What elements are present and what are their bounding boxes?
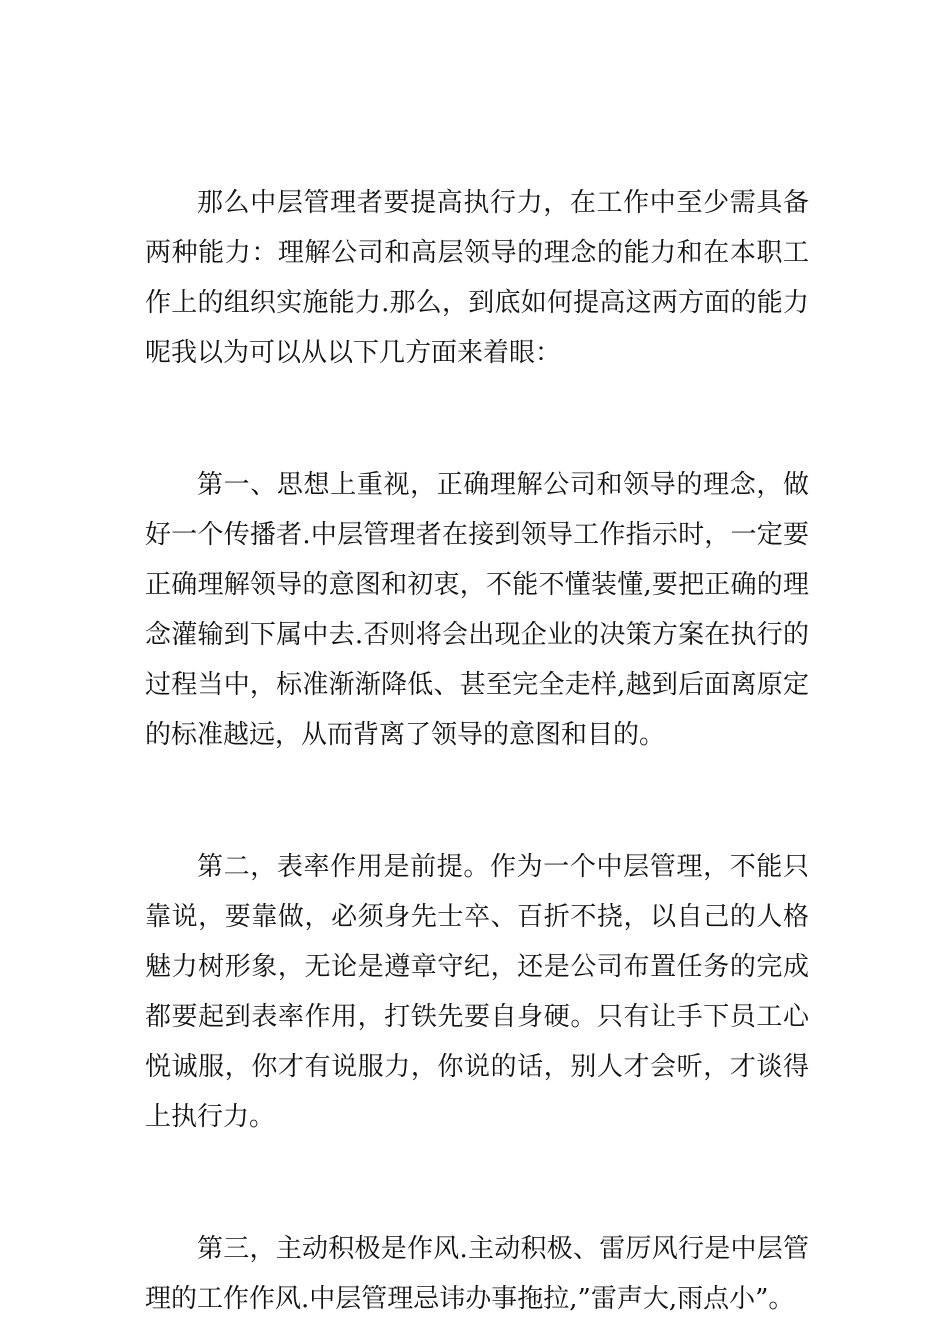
paragraph-third-point: 第三，主动积极是作风.主动积极、雷厉风行是中层管理的工作作风.中层管理忌讳办事拖拉,”雷声大,雨点小”。 [145,1234,809,1314]
paragraph-second-point: 第二，表率作用是前提。作为一个中层管理，不能只靠说，要靠做，必须身先士卒、百折不挠，以自己的人格魅力树形象，无论是遵章守纪，还是公司布置任务的完成都要起到表率作用，打铁先要自身硬。只有让手下员工心悦诚服，你才有说服力，你说的话，别人才会听，才谈得上执行力。 [145,852,809,1132]
document-body [145,178,809,1324]
paragraph-first-point: 第一、思想上重视，正确理解公司和领导的理念，做好一个传播者.中层管理者在接到领导工作指示时，一定要正确理解领导的意图和初衷，不能不懂装懂,要把正确的理念灌输到下属中去.否则将会出现企业的决策方案在执行的过程当中，标准渐渐降低、甚至完全走样,越到后面离原定的标准越远，从而背离了领导的意图和目的。 [145,470,809,750]
paragraph-intro: 那么中层管理者要提高执行力，在工作中至少需具备两种能力：理解公司和高层领导的理念的能力和在本职工作上的组织实施能力.那么，到底如何提高这两方面的能力呢我以为可以从以下几方面来着眼： [145,188,809,368]
